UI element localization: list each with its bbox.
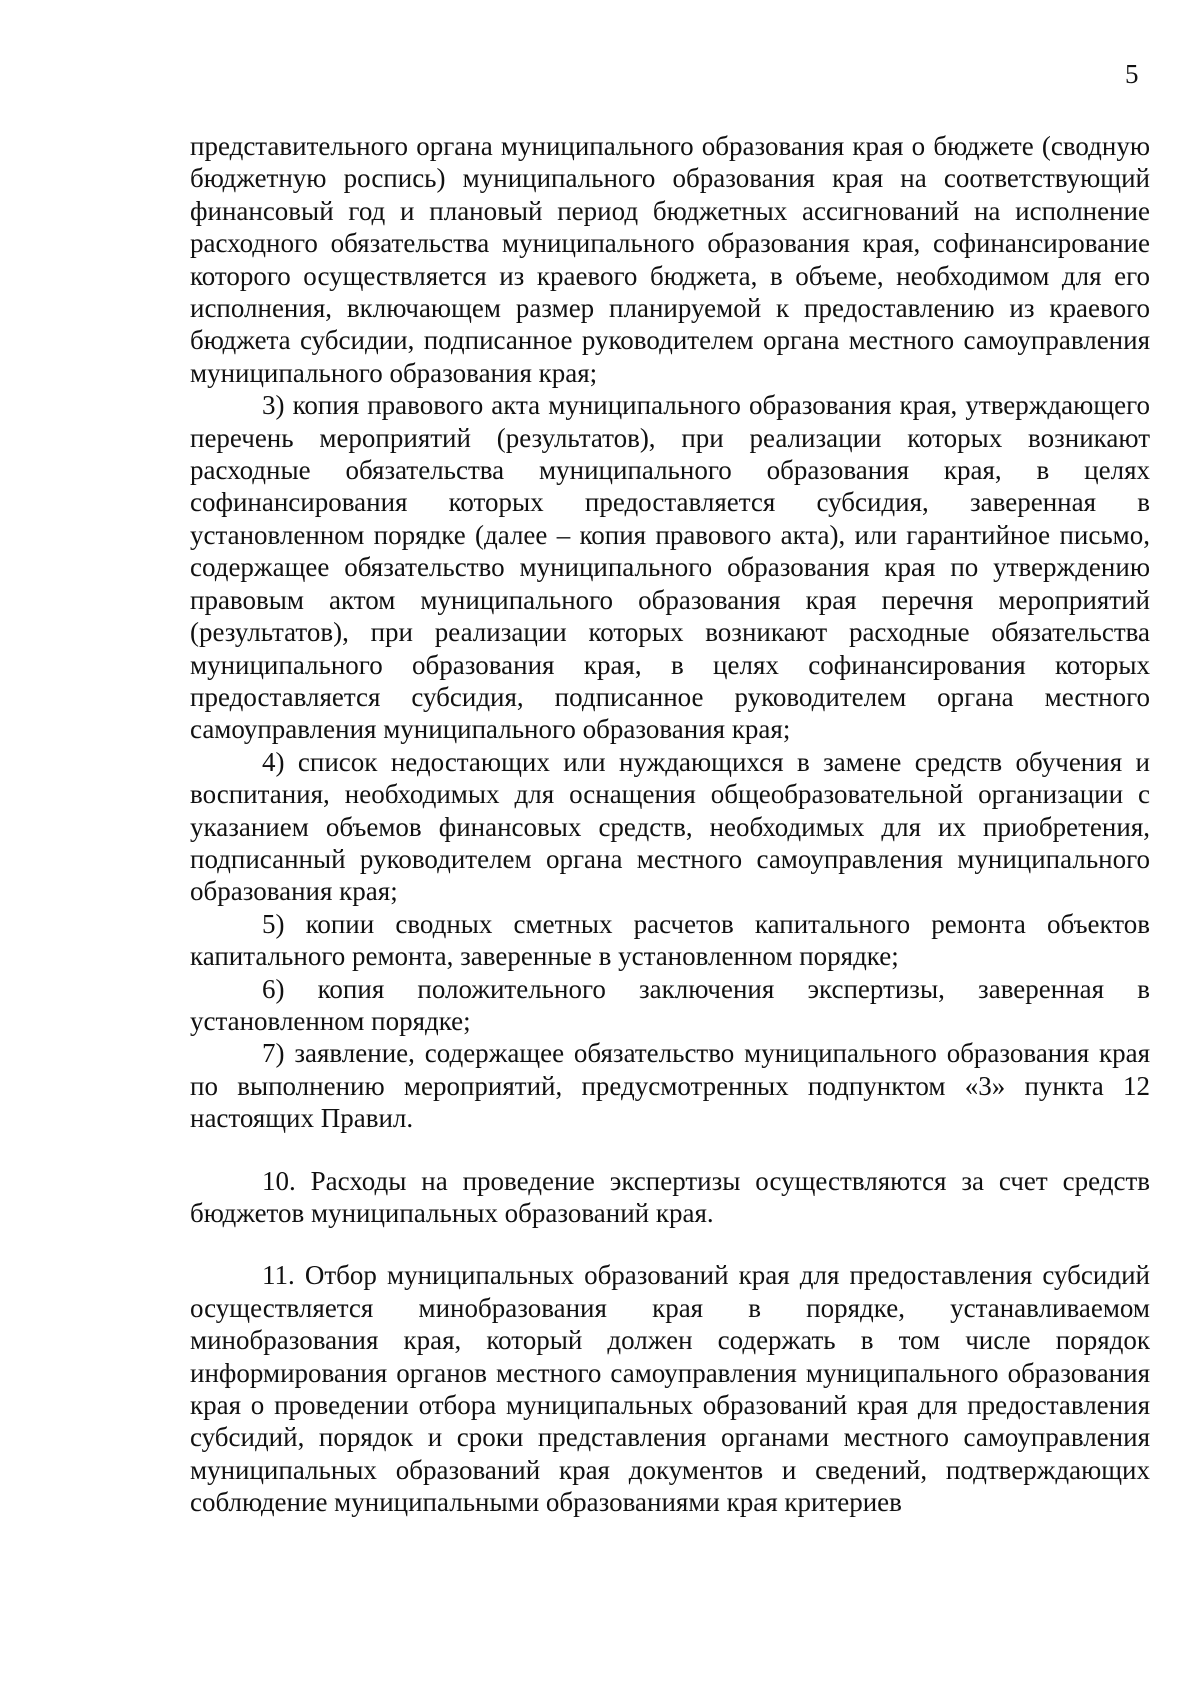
paragraph-item-3: 3) копия правового акта муниципального образования края, утверждающего перечень мероприятий (результатов), при реализации которых возникают расходные обязательства муниципального образования края, в целях софинансирования которых предоставляется субсидия, заверенная в установленном порядке (далее – копия правового акта), или гарантийное письмо, содержащее обязательство муниципального образования края по утверждению правовым актом муниципального образования края перечня мероприятий (результатов), при реализации которых возникают расходные обязательства муниципального образования края, в целях софинансирования которых предоставляется субсидия, подписанное руководителем органа местного самоуправления муниципального образования края; [190,390,1150,745]
paragraph-item-4: 4) список недостающих или нуждающихся в замене средств обучения и воспитания, необходимых для оснащения общеобразовательной организации с указанием объемов финансовых средств, необходимых для их приобретения, подписанный руководителем органа местного самоуправления муниципального образования края; [190,746,1150,907]
paragraph-clause-11: 11. Отбор муниципальных образований края для предоставления субсидий осуществляется минобразования края в порядке, устанавливаемом минобразования края, который должен содержать в том числе порядок информирования органов местного самоуправления муниципального образования края о проведении отбора муниципальных образований края для предоставления субсидий, порядок и сроки представления органами местного самоуправления муниципальных образований края документов и сведений, подтверждающих соблюдение муниципальными образованиями края критериев [190,1260,1150,1518]
paragraph-budget-decision-continued: представительного органа муниципального образования края о бюджете (сводную бюджетную роспись) муниципального образования края на соответствующий финансовый год и плановый период бюджетных ассигнований на исполнение расходного обязательства муниципального образования края, софинансирование которого осуществляется из краевого бюджета, в объеме, необходимом для его исполнения, включающем размер планируемой к предоставлению из краевого бюджета субсидии, подписанное руководителем органа местного самоуправления муниципального образования края; [190,131,1150,388]
document-body [190,130,1150,1519]
page-number: 5 [1125,59,1139,89]
paragraph-item-5: 5) копии сводных сметных расчетов капитального ремонта объектов капитального ремонта, заверенные в установленном порядке; [190,908,1150,972]
paragraph-item-7: 7) заявление, содержащее обязательство муниципального образования края по выполнению мероприятий, предусмотренных подпунктом «3» пункта 12 настоящих Правил. [190,1038,1150,1134]
paragraph-item-6: 6) копия положительного заключения экспертизы, заверенная в установленном порядке; [190,973,1150,1036]
paragraph-clause-10: 10. Расходы на проведение экспертизы осуществляются за счет средств бюджетов муниципальных образований края. [190,1165,1150,1228]
